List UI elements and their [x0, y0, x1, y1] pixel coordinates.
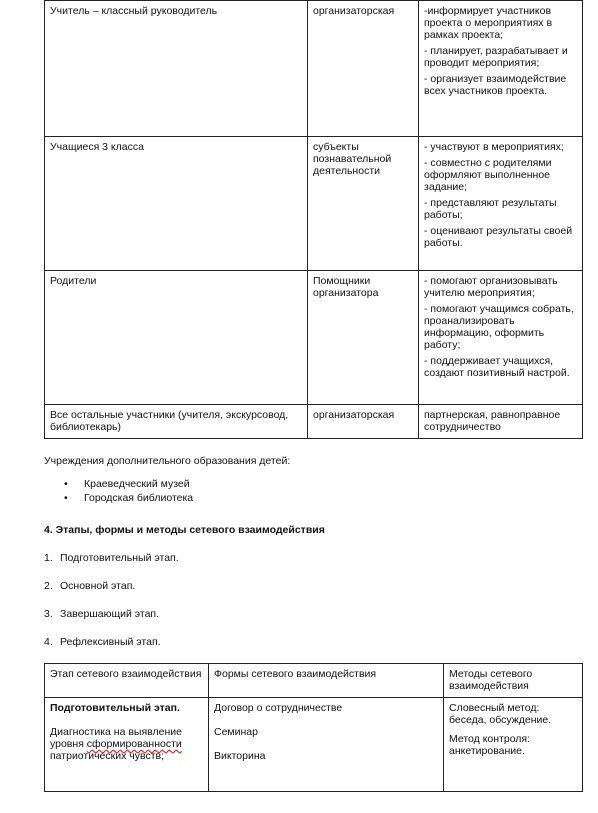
- list-item: [44, 491, 193, 505]
- method-item: Метод контроля: анкетирование.: [449, 733, 531, 757]
- function-item: - поддерживает учащихся, создают позитивный настрой.: [424, 355, 570, 379]
- list-item: [44, 477, 193, 491]
- role-cell: Помощники организатора: [308, 271, 419, 405]
- participant-cell: Все остальные участники (учителя, экскурсовод, библиотекарь): [45, 405, 308, 439]
- stage-number: 3.: [44, 608, 53, 620]
- function-item: -информирует участников проекта о мероприятиях в рамках проекта;: [424, 5, 553, 41]
- stage-item: [44, 552, 179, 564]
- table-row: [45, 698, 583, 792]
- stage-label: Подготовительный этап.: [60, 552, 179, 564]
- list-item-label: Городская библиотека: [84, 492, 194, 504]
- stage-item: [44, 636, 161, 648]
- function-item: - помогают учащимся собрать, проанализировать информацию, оформить работу;: [424, 303, 574, 351]
- column-header: Этап сетевого взаимодействия: [45, 664, 209, 698]
- misspelled-word: сформированности: [86, 738, 182, 750]
- role-cell: субъекты познавательной деятельности: [308, 137, 419, 271]
- bullet-icon: •: [64, 478, 68, 490]
- methods-cell: [444, 698, 583, 792]
- function-item: - участвуют в мероприятиях;: [424, 141, 564, 153]
- table-header-row: [45, 664, 583, 698]
- institutions-intro: Учреждения дополнительного образования детей:: [44, 455, 291, 467]
- form-item: Договор о сотрудничестве: [214, 702, 343, 714]
- function-item: - представляют результаты работы;: [424, 197, 557, 221]
- forms-cell: [209, 698, 444, 792]
- participant-cell: Учащиеся 3 класса: [45, 137, 308, 271]
- function-item: - помогают организовывать учителю мероприятия;: [424, 275, 558, 299]
- stage-item: [44, 608, 159, 620]
- stage-label: Основной этап.: [60, 580, 136, 592]
- method-item: Словесный метод: беседа, обсуждение.: [449, 702, 552, 726]
- stage-item: [44, 580, 135, 592]
- functions-cell: [419, 271, 583, 405]
- institutions-list: [44, 477, 193, 505]
- forms-table: [44, 663, 583, 792]
- stage-number: 2.: [44, 580, 53, 592]
- role-cell: организаторская: [308, 405, 419, 439]
- table-row: [45, 137, 583, 271]
- participant-cell: Учитель – классный руководитель: [45, 1, 308, 137]
- section-heading: 4. Этапы, формы и методы сетевого взаимодействия: [44, 524, 325, 536]
- table-row: [45, 271, 583, 405]
- table-row: [45, 1, 583, 137]
- column-header: Методы сетевого взаимодействия: [444, 664, 583, 698]
- functions-cell: [419, 137, 583, 271]
- function-item: - планирует, разрабатывает и проводит мероприятия;: [424, 45, 568, 69]
- stage-description: Диагностика на выявление уровня сформированности патриотических чувств;: [50, 726, 182, 762]
- table-row: [45, 405, 583, 439]
- functions-cell: [419, 405, 583, 439]
- bullet-icon: •: [64, 492, 68, 504]
- column-header: Формы сетевого взаимодействия: [209, 664, 444, 698]
- role-cell: организаторская: [308, 1, 419, 137]
- function-item: - оценивают результаты своей работы.: [424, 225, 573, 249]
- stage-label: Завершающий этап.: [60, 608, 160, 620]
- participant-cell: Родители: [45, 271, 308, 405]
- function-item: - совместно с родителями оформляют выполненное задание;: [424, 157, 552, 193]
- roles-table: [44, 0, 583, 439]
- functions-cell: [419, 1, 583, 137]
- stage-title: Подготовительный этап.: [50, 702, 180, 714]
- function-item: партнерская, равноправное сотрудничество: [424, 409, 561, 433]
- stage-label: Рефлексивный этап.: [60, 636, 161, 648]
- stage-number: 4.: [44, 636, 53, 648]
- function-item: - организует взаимодействие всех участников проекта.: [424, 73, 567, 97]
- form-item: Викторина: [214, 750, 266, 762]
- stage-number: 1.: [44, 552, 53, 564]
- stage-cell: [45, 698, 209, 792]
- list-item-label: Краеведческий музей: [84, 478, 190, 490]
- form-item: Семинар: [214, 726, 258, 738]
